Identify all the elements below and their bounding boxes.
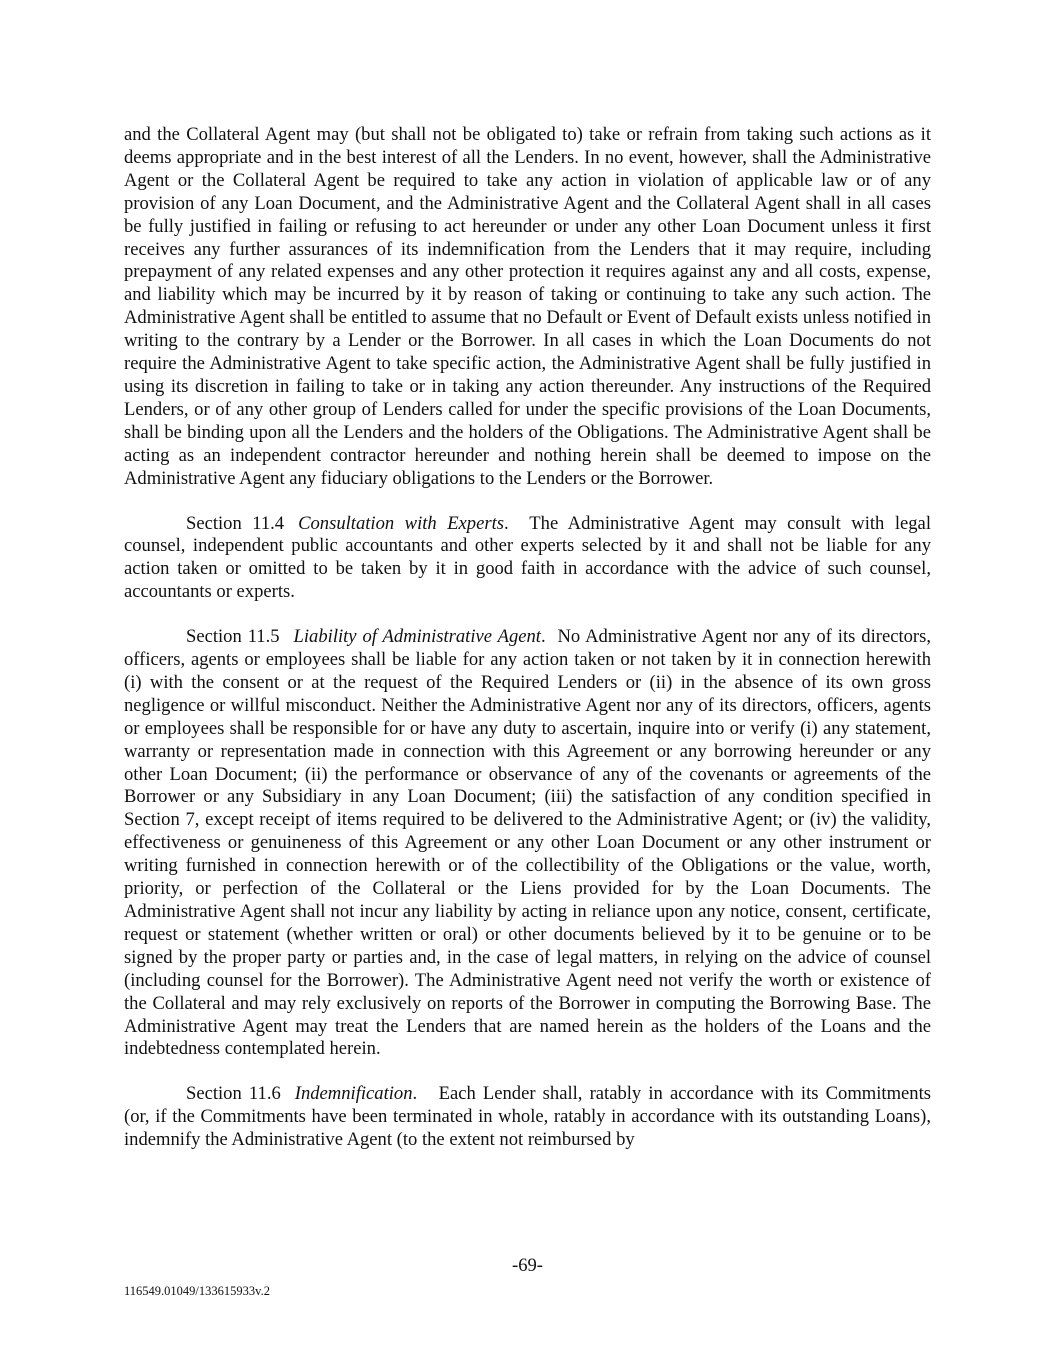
page-number: -69- [512,1255,543,1276]
section-title: Indemnification [294,1083,413,1105]
document-id: 116549.01049/133615933v.2 [124,1284,270,1298]
section-title: Liability of Administrative Agent [293,626,541,648]
continuation-paragraph: and the Collateral Agent may (but shall not be obligated to) take or refrain from taking such actions as it deems appropriate and in the best interest of all the Lenders. In no event, however, shall the Administrative Agent or the Collateral Agent be required to take any action in violation of applicable law or of any provision of any Loan Document, and the Administrative Agent and the Collateral Agent shall in all cases be fully justified in failing or refusing to act hereunder or under any other Loan Document unless it first receives any further assurances of its indemnification from the Lenders that it may require, including prepayment of any related expenses and any other protection it requires against any and all costs, expense, and liability which may be incurred by it by reason of taking or continuing to take any such action. The Administrative Agent shall be entitled to assume that no Default or Event of Default exists unless notified in writing to the contrary by a Lender or the Borrower. In all cases in which the Loan Documents do not require the Administrative Agent to take specific action, the Administrative Agent shall be fully justified in using its discretion in failing to take or in taking any action thereunder. Any instructions of the Required Lenders, or of any other group of Lenders called for under the specific provisions of the Loan Documents, shall be binding upon all the Lenders and the holders of the Obligations. The Administrative Agent shall be acting as an independent contractor hereunder and nothing herein shall be deemed to impose on the Administrative Agent any fiduciary obligations to the Lenders or the Borrower. [124,124,931,489]
section-body: The Administrative Agent may consult with legal counsel, independent public accountants and other experts selected by it and shall not be liable for any action taken or omitted to be taken by it in good faith in accordance with the advice of such counsel, accountants or experts. [124,512,931,603]
document-page [124,124,931,1152]
section-body: No Administrative Agent nor any of its directors, officers, agents or employees shall be liable for any action taken or not taken by it in connection herewith (i) with the consent or at the request of the Required Lenders or (ii) in the absence of its own gross negligence or willful misconduct. Neither the Administrative Agent nor any of its directors, officers, agents or employees shall be responsible for or have any duty to ascertain, inquire into or verify (i) any statement, warranty or representation made in connection with this Agreement or any borrowing hereunder or any other Loan Document; (ii) the performance or observance of any of the covenants or agreements of the Borrower or any Subsidiary in any Loan Document; (iii) the satisfaction of any condition specified in Section 7, except receipt of items required to be delivered to the Administrative Agent; or (iv) the validity, effectiveness or genuineness of this Agreement or any other Loan Document or any other instrument or writing furnished in connection herewith or of the collectibility of the Obligations or the value, worth, priority, or perfection of the Collateral or the Liens provided for by the Loan Documents. The Administrative Agent shall not incur any liability by acting in reliance upon any notice, consent, certificate, request or statement (whether written or oral) or other documents believed by it to be genuine or to be signed by the proper party or parties and, in the case of legal matters, in relying on the advice of counsel (including counsel for the Borrower). The Administrative Agent need not verify the worth or existence of the Collateral and may rely exclusively on reports of the Borrower in computing the Borrowing Base. The Administrative Agent may treat the Lenders that are named herein as the holders of the Loans and the indebtedness contemplated herein. [124,626,931,1060]
section-number: Section 11.4 [186,512,285,534]
section-title: Consultation with Experts [298,512,504,534]
section-11-6-paragraph: Section 11.6 Indemnification. Each Lender shall, ratably in accordance with its Commitments (or, if the Commitments have been terminated in whole, ratably in accordance with its outstanding Loans), indemnify the Administrative Agent (to the extent not reimbursed by [124,1083,931,1151]
section-body: Each Lender shall, ratably in accordance with its Commitments (or, if the Commitments have been terminated in whole, ratably in accordance with its outstanding Loans), indemnify the Administrative Agent (to the extent not reimbursed by [124,1083,931,1151]
section-11-5-paragraph: Section 11.5 Liability of Administrative Agent. No Administrative Agent nor any of its directors, officers, agents or employees shall be liable for any action taken or not taken by it in connection herewith (i) with the consent or at the request of the Required Lenders or (ii) in the absence of its own gross negligence or willful misconduct. Neither the Administrative Agent nor any of its directors, officers, agents or employees shall be responsible for or have any duty to ascertain, inquire into or verify (i) any statement, warranty or representation made in connection with this Agreement or any borrowing hereunder or any other Loan Document; (ii) the performance or observance of any of the covenants or agreements of the Borrower or any Subsidiary in any Loan Document; (iii) the satisfaction of any condition specified in Section 7, except receipt of items required to be delivered to the Administrative Agent; or (iv) the validity, effectiveness or genuineness of this Agreement or any other Loan Document or any other instrument or writing furnished in connection herewith or of the collectibility of the Obligations or the value, worth, priority, or perfection of the Collateral or the Liens provided for by the Loan Documents. The Administrative Agent shall not incur any liability by acting in reliance upon any notice, consent, certificate, request or statement (whether written or oral) or other documents believed by it to be genuine or to be signed by the proper party or parties and, in the case of legal matters, in relying on the advice of counsel (including counsel for the Borrower). The Administrative Agent need not verify the worth or existence of the Collateral and may rely exclusively on reports of the Borrower in computing the Borrowing Base. The Administrative Agent may treat the Lenders that are named herein as the holders of the Loans and the indebtedness contemplated herein. [124,626,931,1060]
section-11-4-paragraph: Section 11.4 Consultation with Experts. The Administrative Agent may consult with legal counsel, independent public accountants and other experts selected by it and shall not be liable for any action taken or omitted to be taken by it in good faith in accordance with the advice of such counsel, accountants or experts. [124,512,931,603]
section-number: Section 11.6 [186,1083,281,1105]
section-number: Section 11.5 [186,626,280,648]
